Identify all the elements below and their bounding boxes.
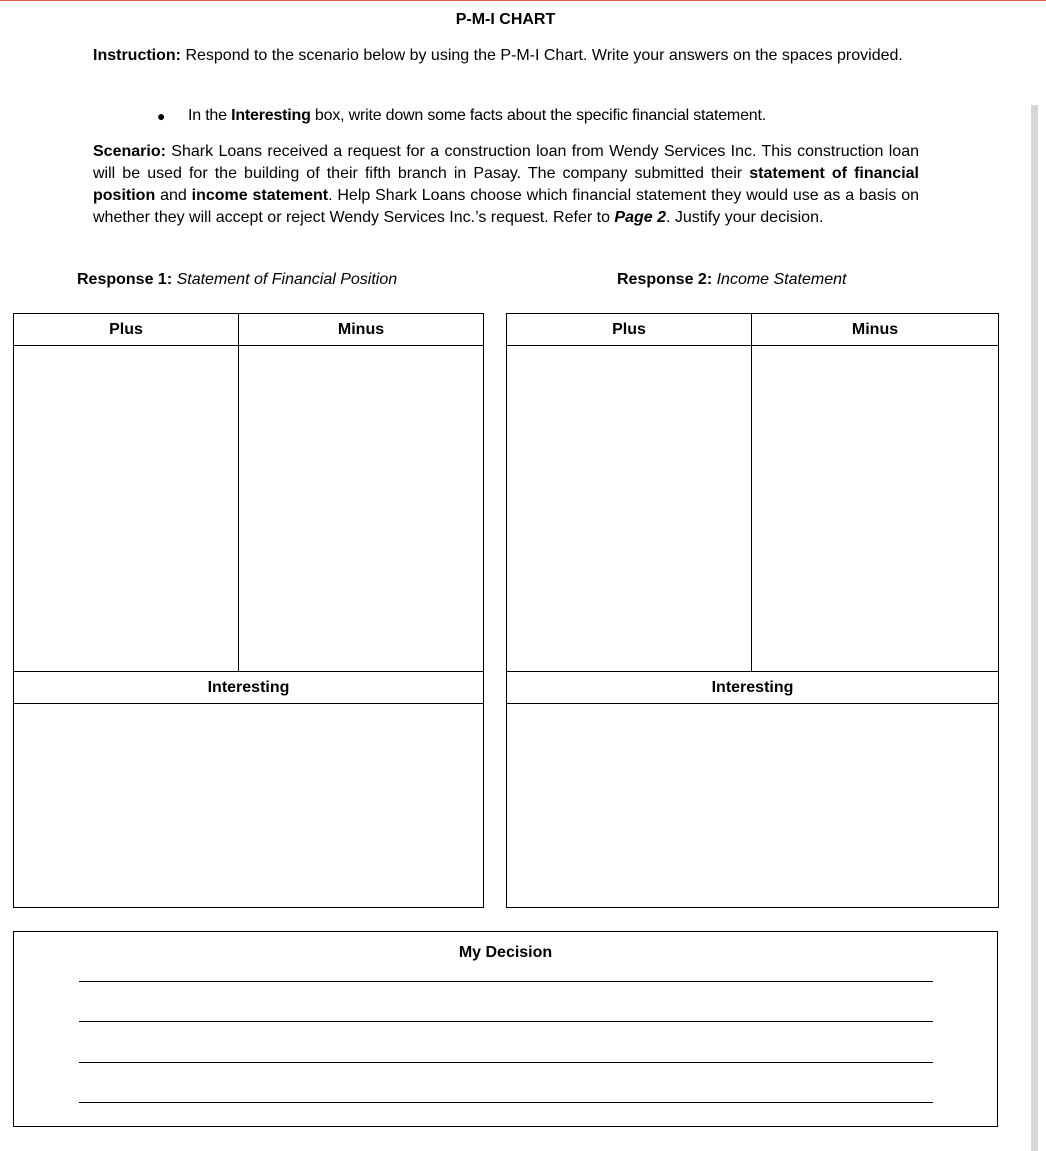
page-title: P-M-I CHART [455,11,556,28]
decision-title: My Decision [458,944,553,961]
plus-header: Plus [14,314,239,346]
scrollbar[interactable] [1031,105,1038,1151]
decision-box [13,931,998,1127]
bullet-icon: ● [157,108,166,124]
response-2-name: Income Statement [716,271,847,288]
interesting-answer-area[interactable] [507,704,999,908]
scenario-text-4: . Justify your decision. [666,209,824,226]
instruction-paragraph [93,45,919,67]
scenario-paragraph [93,141,919,229]
interesting-header: Interesting [507,672,999,704]
scenario-bold-1: statement of financial position [93,165,919,204]
bullet-bold: Interesting [231,107,311,124]
minus-header: Minus [752,314,999,346]
decision-line[interactable] [79,1062,933,1063]
response-2-label: Response 2: [617,271,713,288]
bullet-post: box, write down some facts about the specific financial statement. [310,107,766,124]
response-1-label: Response 1: [77,271,173,288]
top-border [0,0,1046,1]
minus-answer-area[interactable] [239,346,484,672]
plus-answer-area[interactable] [507,346,752,672]
scenario-page-ref: Page 2 [614,209,667,226]
scenario-label: Scenario: [93,143,166,160]
response-1-name: Statement of Financial Position [176,271,398,288]
scenario-text-3: . Help Shark Loans choose which financial statement they would use as a basis on whether they will accept or reject Wendy Services Inc.’s request. Refer to [93,187,919,226]
scenario-text-1: Shark Loans received a request for a construction loan from Wendy Services Inc. This construction loan will be used for the building of their fifth branch in Pasay. The company submitted their [93,143,919,182]
bullet-text [188,105,766,127]
minus-header: Minus [239,314,484,346]
decision-line[interactable] [79,1021,933,1022]
plus-header: Plus [507,314,752,346]
response-1-heading [77,271,397,289]
scenario-text-2: and [155,187,192,204]
pmi-table-1 [13,313,484,908]
interesting-answer-area[interactable] [14,704,484,908]
minus-answer-area[interactable] [752,346,999,672]
instruction-label: Instruction: [93,47,181,64]
interesting-header: Interesting [14,672,484,704]
scenario-bold-2: income statement [191,187,329,204]
pmi-table-2 [506,313,999,908]
instruction-text: Respond to the scenario below by using the P-M-I Chart. Write your answers on the spaces provided. [181,47,903,64]
response-2-heading [617,271,846,289]
bullet-pre: In the [188,107,232,124]
decision-line[interactable] [79,981,933,982]
plus-answer-area[interactable] [14,346,239,672]
decision-line[interactable] [79,1102,933,1103]
